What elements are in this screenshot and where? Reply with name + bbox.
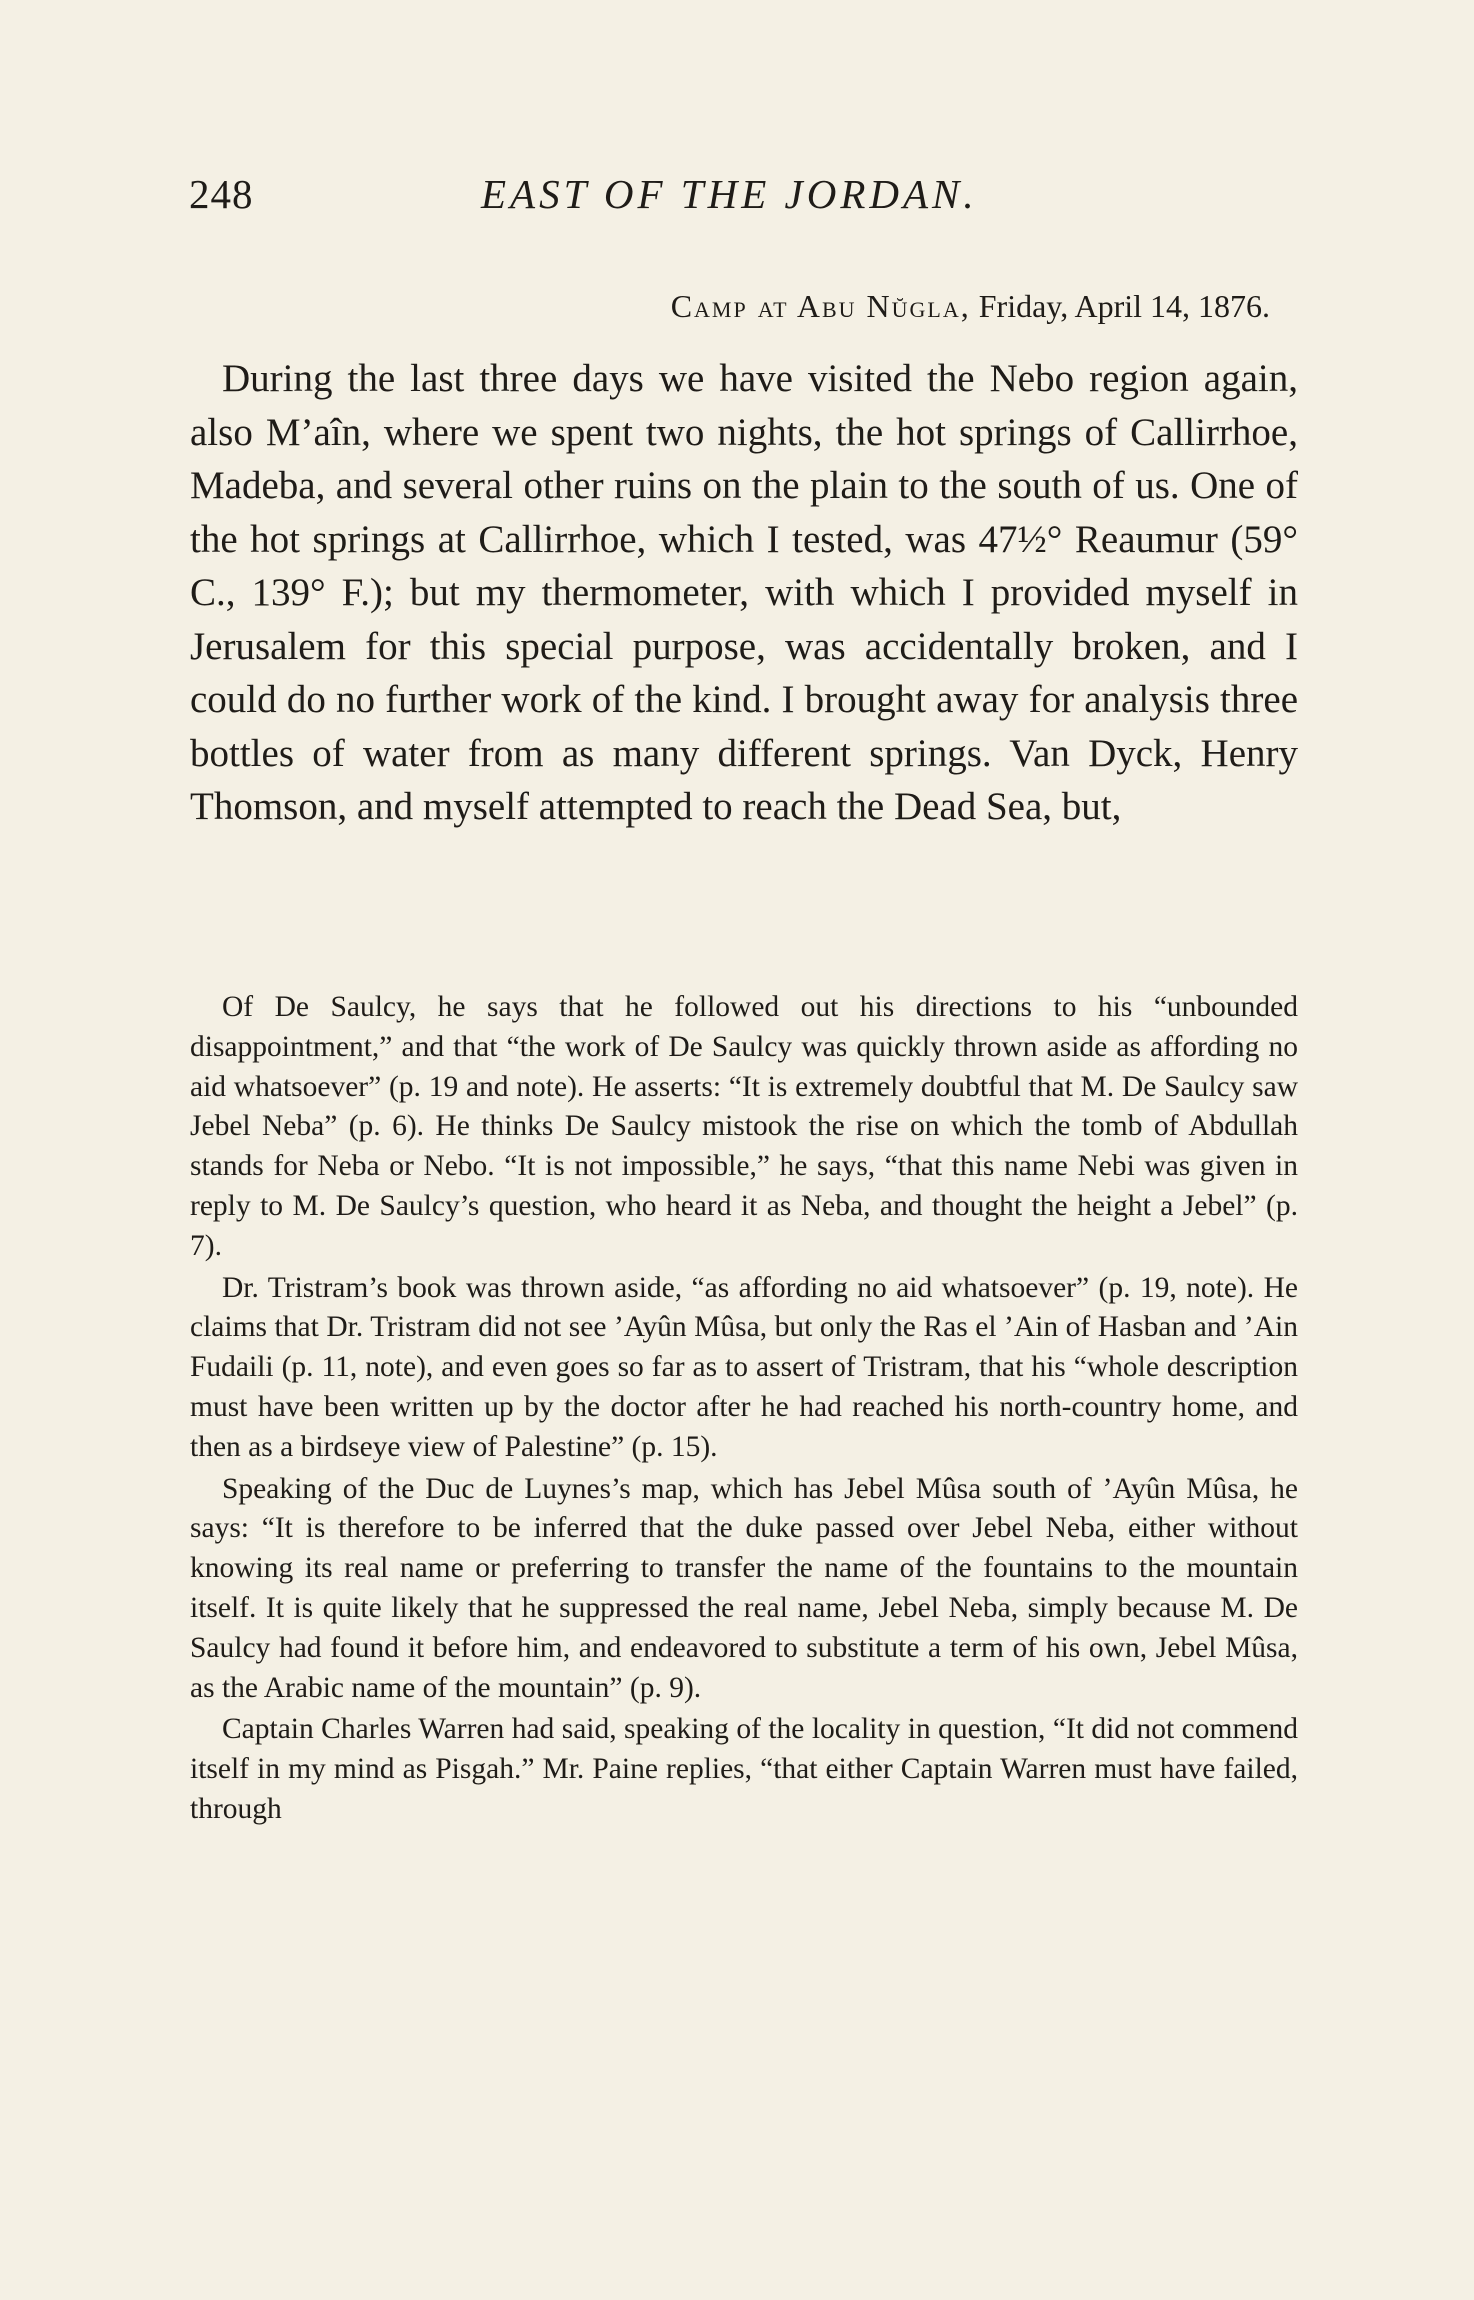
footnote-paragraph: Of De Saulcy, he says that he followed out his directions to his “unbounded disappointment,” and that “the work of De Saulcy was quickly thrown aside as affording no aid whatsoever” (p. 19 and note). He asserts: “It is extremely doubtful that M. De Saulcy saw Jebel Neba” (p. 6). He thinks De Saulcy mistook the rise on which the tomb of Abdullah stands for Neba or Nebo. “It is not impossible,” he says, “that this name Nebi was given in reply to M. De Saulcy’s question, who heard it as Neba, and thought the height a Jebel” (p. 7). — [190, 991, 1298, 1262]
page-number: 248 — [189, 171, 254, 217]
running-head — [189, 170, 1299, 230]
main-paragraph: During the last three days we have visited the Nebo region again, also M’aîn, where we spent two nights, the hot springs of Callirrhoe, Madeba, and several other ruins on the plain to the south of us. One of the hot springs at Callirrhoe, which I tested, was 47½° Reaumur (59° C., 139° F.); but my thermometer, with which I provided myself in Jerusalem for this special purpose, was accidentally broken, and I could do no further work of the kind. I brought away for analysis three bottles of water from as many different springs. Van Dyck, Henry Thomson, and myself attempted to reach the Dead Sea, but, — [190, 357, 1298, 828]
dateline — [500, 288, 1270, 325]
dateline-place: Camp at Abu Nŭgla, — [670, 288, 971, 324]
footnote-paragraph: Dr. Tristram’s book was thrown aside, “as affording no aid whatsoever” (p. 19, note). He claims that Dr. Tristram did not see ’Ayûn Mûsa, but only the Ras el ’Ain of Hasban and ’Ain Fudaili (p. 11, note), and even goes so far as to assert of Tristram, that his “whole description must have been written up by the doctor after he had reached his north-country home, and then as a birdseye view of Palestine” (p. 15). — [190, 1271, 1298, 1463]
dateline-date: Friday, April 14, 1876. — [978, 288, 1270, 324]
footnote-block — [190, 988, 1298, 1832]
footnote-paragraph: Speaking of the Duc de Luynes’s map, which has Jebel Mûsa south of ’Ayûn Mûsa, he says: “It is therefore to be inferred that the duke passed over Jebel Neba, either without knowing its real name or preferring to transfer the name of the fountains to the mountain itself. It is quite likely that he suppressed the real name, Jebel Neba, simply because M. De Saulcy had found it before him, and endeavored to substitute a term of his own, Jebel Mûsa, as the Arabic name of the mountain” (p. 9). — [190, 1472, 1298, 1704]
running-title: EAST OF THE JORDAN. — [481, 171, 978, 217]
footnote-paragraph: Captain Charles Warren had said, speaking of the locality in question, “It did not commend itself in my mind as Pisgah.” Mr. Paine replies, “that either Captain Warren must have failed, through — [190, 1713, 1298, 1825]
